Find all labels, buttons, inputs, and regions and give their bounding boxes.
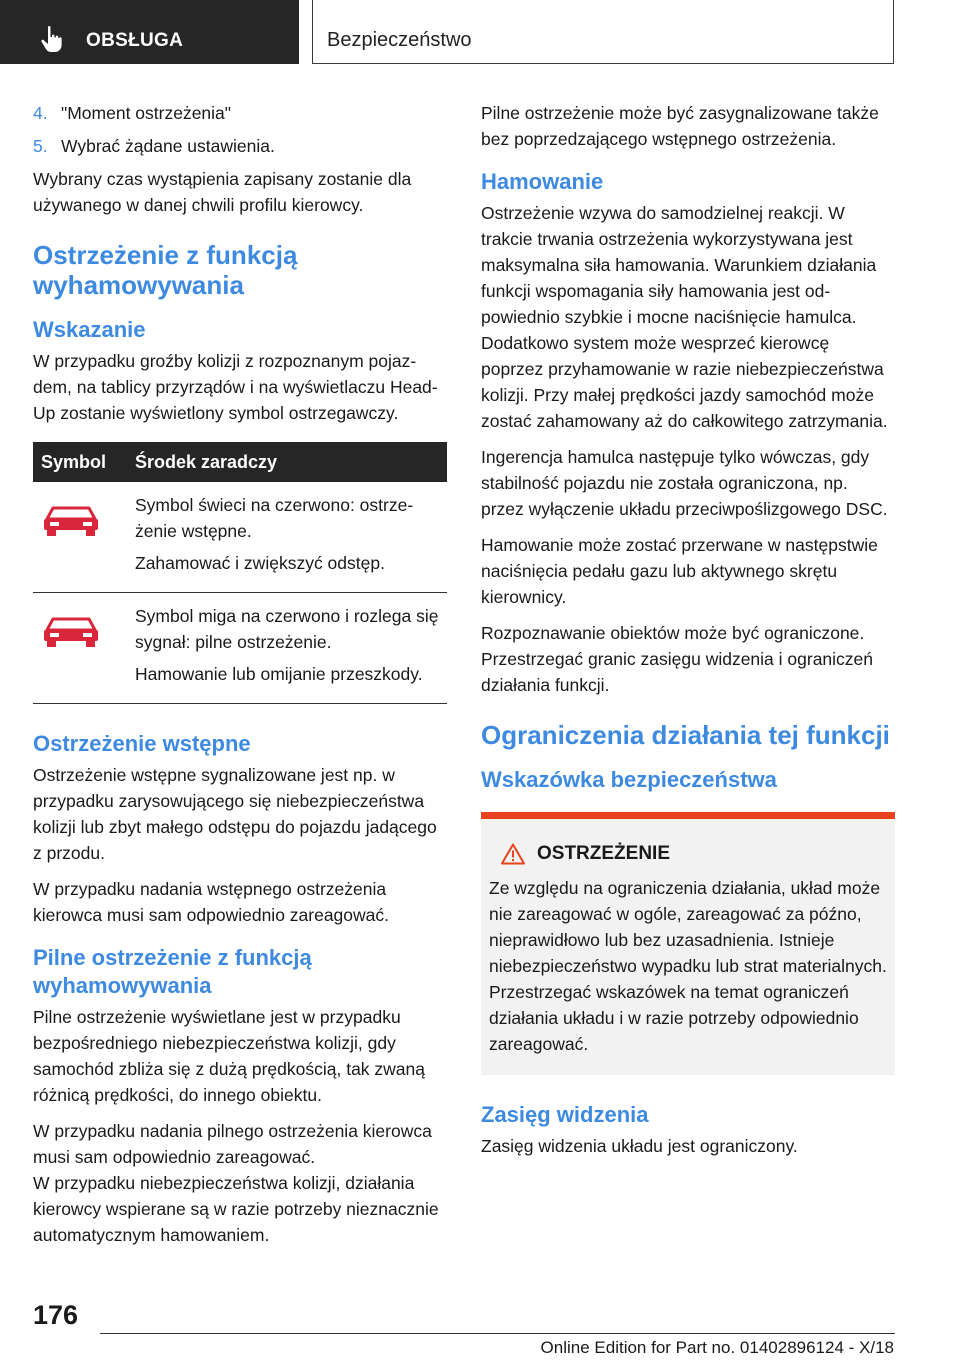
right-column bbox=[481, 100, 895, 1169]
table-row bbox=[33, 482, 447, 593]
warning-title-row bbox=[489, 841, 887, 867]
symbol-action: Zahamować i zwiększyć odstęp. bbox=[135, 553, 385, 573]
warning-text: Ze względu na ograniczenia działania, układ może nie zareagować w ogóle, zareagować za późno, nieprawidłowo lub bez uzasadnienia. Istnieje niebezpieczeństwo wypadku lub strat materialnych. Przestrzegać wskazówek na temat ograniczeń działania układu i w razie potrzeby odpowiednio zareagować. bbox=[489, 878, 887, 1054]
heading-range: Zasięg widzenia bbox=[481, 1102, 649, 1127]
paragraph: Rozpoznawanie obiektów może być ograniczone. Przestrzegać granic zasięgu widzenia i ograniczeń działania funkcji. bbox=[481, 623, 874, 695]
warning-triangle-icon bbox=[501, 843, 525, 865]
page-number: 176 bbox=[33, 1300, 79, 1330]
paragraph: W przypadku niebezpieczeństwa kolizji, działania kierowcy wspierane są w razie potrzeby nieznacznie automatycznym hamowaniem. bbox=[33, 1173, 439, 1245]
paragraph: Zasięg widzenia układu jest ograniczony. bbox=[481, 1136, 798, 1156]
paragraph: Ostrzeżenie wzywa do samodzielnej reakcji. W trakcie trwania ostrzeżenia wykorzystywana jest maksymalna siła hamowania. Warunkiem działania funkcji wspomagania siły hamowania jest odpowiednio szybkie i mocne naciśnięcie hamulca. Dodatkowo system może wesprzeć kierowcę poprzez przyhamowanie w razie niebezpieczeństwa kolizji. Przy małej prędkości jazdy samochód może zostać zahamowany aż do całkowitego zatrzymania. bbox=[481, 203, 888, 431]
symbol-cell bbox=[33, 593, 127, 704]
edition-note: Online Edition for Part no. 01402896124 - X/18 bbox=[540, 1338, 894, 1357]
car-warning-icon bbox=[41, 504, 101, 538]
paragraph: Pilne ostrzeżenie wyświetlane jest w przypadku bezpośredniego niebezpieczeństwa kolizji, gdy samochód zbliża się z dużą prędkością, tak zwaną różnicą prędkości, do innego obiektu. bbox=[33, 1007, 426, 1105]
left-column bbox=[33, 100, 447, 1258]
paragraph: Ingerencja hamulca następuje tylko wówczas, gdy stabilność pojazdu nie została ograniczona, np. przez wyłączenie układu przeciwpoślizgowego DSC. bbox=[481, 447, 888, 519]
symbol-description: Symbol świeci na czerwono: ostrzeżenie wstępne. bbox=[135, 495, 414, 541]
step-number: 4. bbox=[33, 103, 48, 123]
heading-warning-braking: Ostrzeżenie z funkcją wyhamowywania bbox=[33, 240, 298, 300]
heading-indication: Wskazanie bbox=[33, 317, 146, 342]
step-text: Wybrać żądane ustawienia. bbox=[61, 136, 275, 156]
paragraph: Pilne ostrzeżenie może być zasygnalizowane także bez poprzedzającego wstępnego ostrzeżenia. bbox=[481, 103, 879, 149]
paragraph: W przypadku nadania wstępnego ostrzeżenia kierowca musi sam odpowiednio zareagować. bbox=[33, 879, 390, 925]
section-tab bbox=[0, 0, 299, 64]
symbol-table bbox=[33, 442, 447, 704]
paragraph: W przypadku groźby kolizji z rozpoznanym pojazdem, na tablicy przyrządów i na wyświetlaczu Head-Up zostanie wyświetlony symbol ostrzegawczy. bbox=[33, 351, 438, 423]
symbol-cell bbox=[33, 482, 127, 593]
footer-divider bbox=[100, 1333, 895, 1334]
heading-braking: Hamowanie bbox=[481, 169, 604, 194]
car-warning-icon bbox=[41, 615, 101, 649]
paragraph: Wybrany czas wystąpienia zapisany zostanie dla używanego w danej chwili profilu kierowcy. bbox=[33, 169, 412, 215]
paragraph: Ostrzeżenie wstępne sygnalizowane jest np. w przypadku zarysowującego się niebezpieczeństwa kolizji lub zbyt małego odstępu do pojazdu jadącego z przodu. bbox=[33, 765, 437, 863]
heading-urgent-warning: Pilne ostrzeżenie z funkcją wyhamowywania bbox=[33, 945, 312, 998]
heading-safety-note: Wskazówka bezpieczeństwa bbox=[481, 767, 777, 792]
paragraph: Hamowanie może zostać przerwane w następstwie naciśnięcia pedału gazu lub aktywnego skrętu kierownicy. bbox=[481, 535, 878, 607]
step-text: "Moment ostrzeżenia" bbox=[61, 103, 231, 123]
table-row bbox=[33, 593, 447, 704]
section-title: OBSŁUGA bbox=[86, 30, 184, 51]
hand-pointer-icon bbox=[40, 25, 64, 53]
table-header-symbol: Symbol bbox=[33, 442, 127, 482]
step-item bbox=[33, 133, 447, 159]
warning-box bbox=[481, 812, 895, 1075]
heading-prewarning: Ostrzeżenie wstępne bbox=[33, 731, 251, 756]
chapter-tab bbox=[312, 0, 894, 64]
heading-limits: Ograniczenia działania tej funkcji bbox=[481, 720, 890, 750]
chapter-title: Bezpieczeństwo bbox=[327, 29, 472, 51]
warning-title: OSTRZEŻENIE bbox=[537, 843, 671, 864]
step-item bbox=[33, 100, 447, 126]
table-header-measure: Środek zaradczy bbox=[127, 442, 447, 482]
paragraph: W przypadku nadania pilnego ostrzeżenia kierowca musi sam odpowiednio zareagować. bbox=[33, 1121, 432, 1167]
measure-cell bbox=[127, 482, 447, 593]
measure-cell bbox=[127, 593, 447, 704]
symbol-description: Symbol miga na czerwono i rozlega się sygnał: pilne ostrzeżenie. bbox=[135, 606, 439, 652]
step-number: 5. bbox=[33, 136, 48, 156]
symbol-action: Hamowanie lub omijanie przeszkody. bbox=[135, 664, 423, 684]
